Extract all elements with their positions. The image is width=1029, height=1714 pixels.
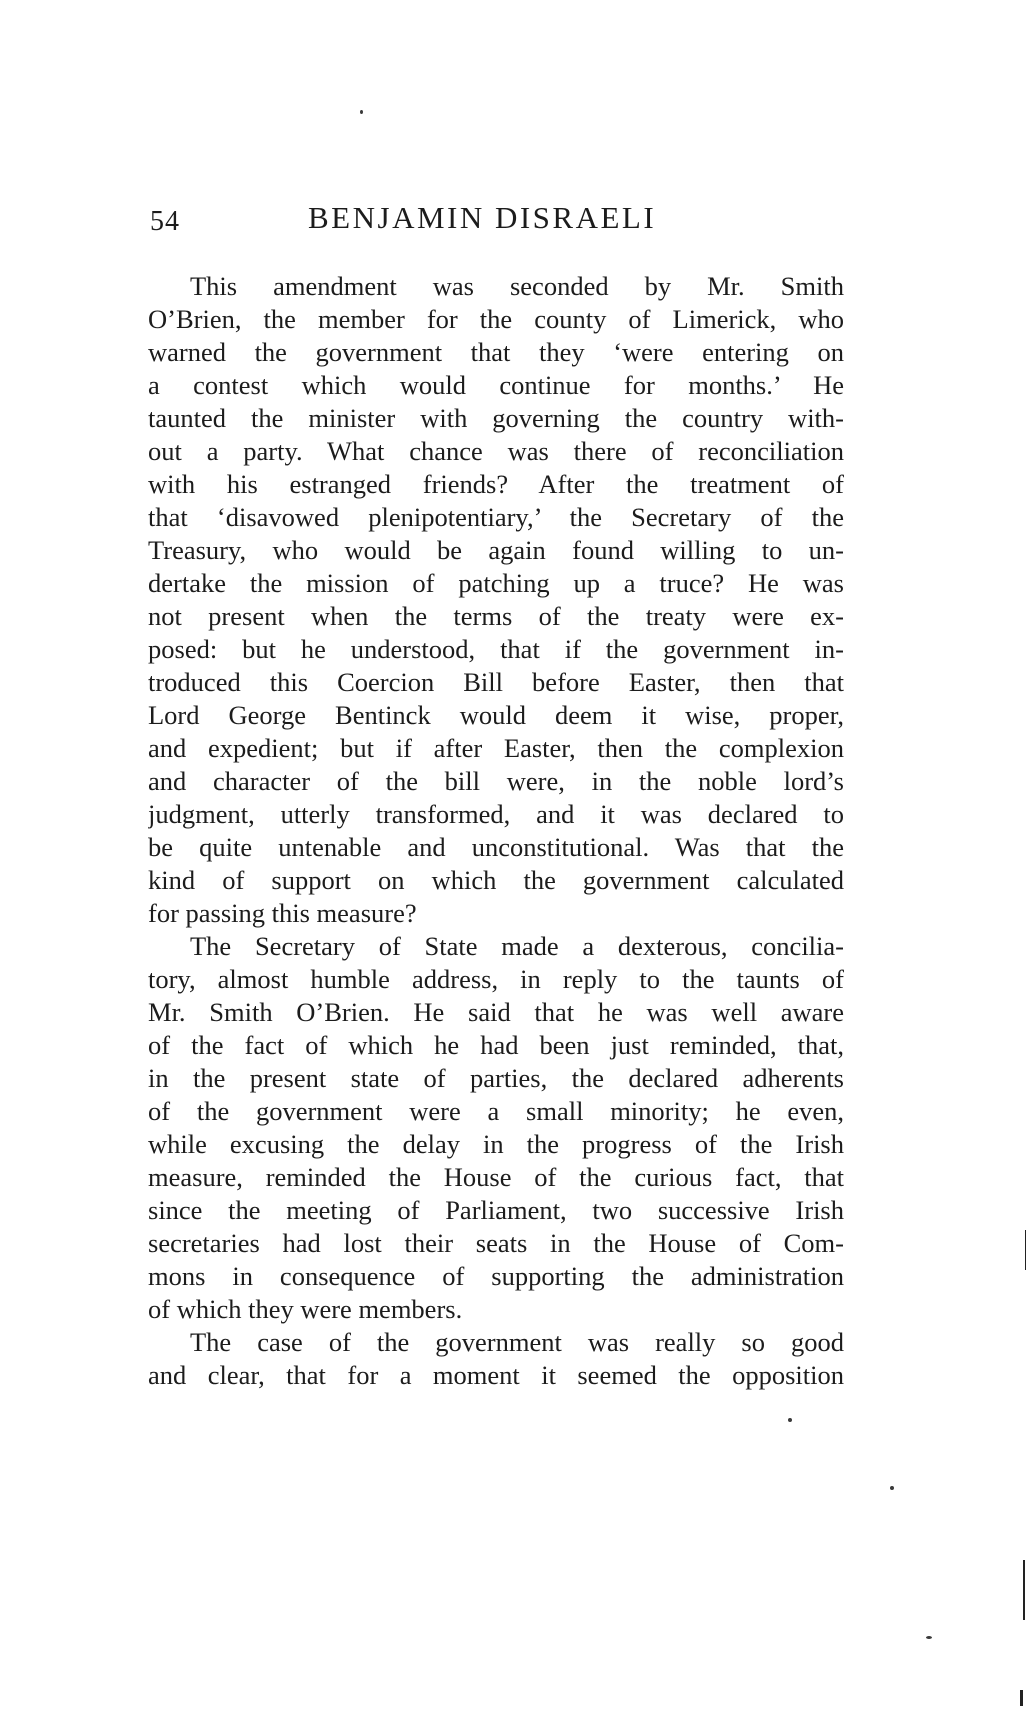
- text-line: be quite untenable and unconstitutional. Was that the: [148, 832, 844, 862]
- paragraph-2: [148, 930, 844, 1326]
- text-line: for passing this measure?: [148, 898, 417, 928]
- text-line: while excusing the delay in the progress of the Irish: [148, 1129, 844, 1159]
- text-line: a contest which would continue for months.’ He: [148, 370, 844, 400]
- text-line: since the meeting of Parliament, two successive Irish: [148, 1195, 844, 1225]
- page-edge-mark: [1020, 1690, 1023, 1706]
- text-line: troduced this Coercion Bill before Easter, then that: [148, 667, 844, 697]
- text-line: measure, reminded the House of the curious fact, that: [148, 1162, 844, 1192]
- text-line: Mr. Smith O’Brien. He said that he was well aware: [148, 997, 844, 1027]
- text-line: O’Brien, the member for the county of Limerick, who: [148, 304, 844, 334]
- page-number: 54: [150, 206, 180, 237]
- body-text: [148, 270, 844, 1392]
- page-edge-mark: [1023, 1560, 1025, 1620]
- text-line: and character of the bill were, in the noble lord’s: [148, 766, 844, 796]
- text-line: mons in consequence of supporting the administration: [148, 1261, 844, 1291]
- text-line: posed: but he understood, that if the government in-: [148, 634, 844, 664]
- text-line: This amendment was seconded by Mr. Smith: [190, 271, 844, 301]
- text-line: in the present state of parties, the declared adherents: [148, 1063, 844, 1093]
- scan-speck: [926, 1636, 932, 1639]
- paragraph-3: [148, 1326, 844, 1392]
- text-line: and clear, that for a moment it seemed the opposition: [148, 1360, 844, 1390]
- text-line: secretaries had lost their seats in the House of Com-: [148, 1228, 844, 1258]
- text-line: that ‘disavowed plenipotentiary,’ the Secretary of the: [148, 502, 844, 532]
- text-line: The case of the government was really so good: [190, 1327, 844, 1357]
- text-line: Lord George Bentinck would deem it wise, proper,: [148, 700, 844, 730]
- page-edge-mark: [1025, 1230, 1026, 1270]
- text-line: of which they were members.: [148, 1294, 463, 1324]
- text-line: taunted the minister with governing the country with-: [148, 403, 844, 433]
- text-line: of the fact of which he had been just reminded, that,: [148, 1030, 844, 1060]
- text-line: judgment, utterly transformed, and it was declared to: [148, 799, 844, 829]
- text-line: The Secretary of State made a dexterous, concilia-: [190, 931, 844, 961]
- text-line: warned the government that they ‘were entering on: [148, 337, 844, 367]
- paragraph-1: [148, 270, 844, 930]
- scan-speck: [360, 110, 363, 114]
- text-line: tory, almost humble address, in reply to the taunts of: [148, 964, 844, 994]
- running-title: BENJAMIN DISRAELI: [308, 200, 657, 235]
- scan-speck: [890, 1486, 894, 1490]
- text-line: and expedient; but if after Easter, then the complexion: [148, 733, 844, 763]
- text-line: with his estranged friends? After the treatment of: [148, 469, 844, 499]
- page-header: [148, 196, 840, 246]
- text-line: of the government were a small minority; he even,: [148, 1096, 844, 1126]
- text-line: dertake the mission of patching up a truce? He was: [148, 568, 844, 598]
- scan-speck: [788, 1418, 792, 1422]
- text-line: not present when the terms of the treaty were ex-: [148, 601, 844, 631]
- text-line: kind of support on which the government calculated: [148, 865, 844, 895]
- text-line: out a party. What chance was there of reconciliation: [148, 436, 844, 466]
- text-line: Treasury, who would be again found willing to un-: [148, 535, 844, 565]
